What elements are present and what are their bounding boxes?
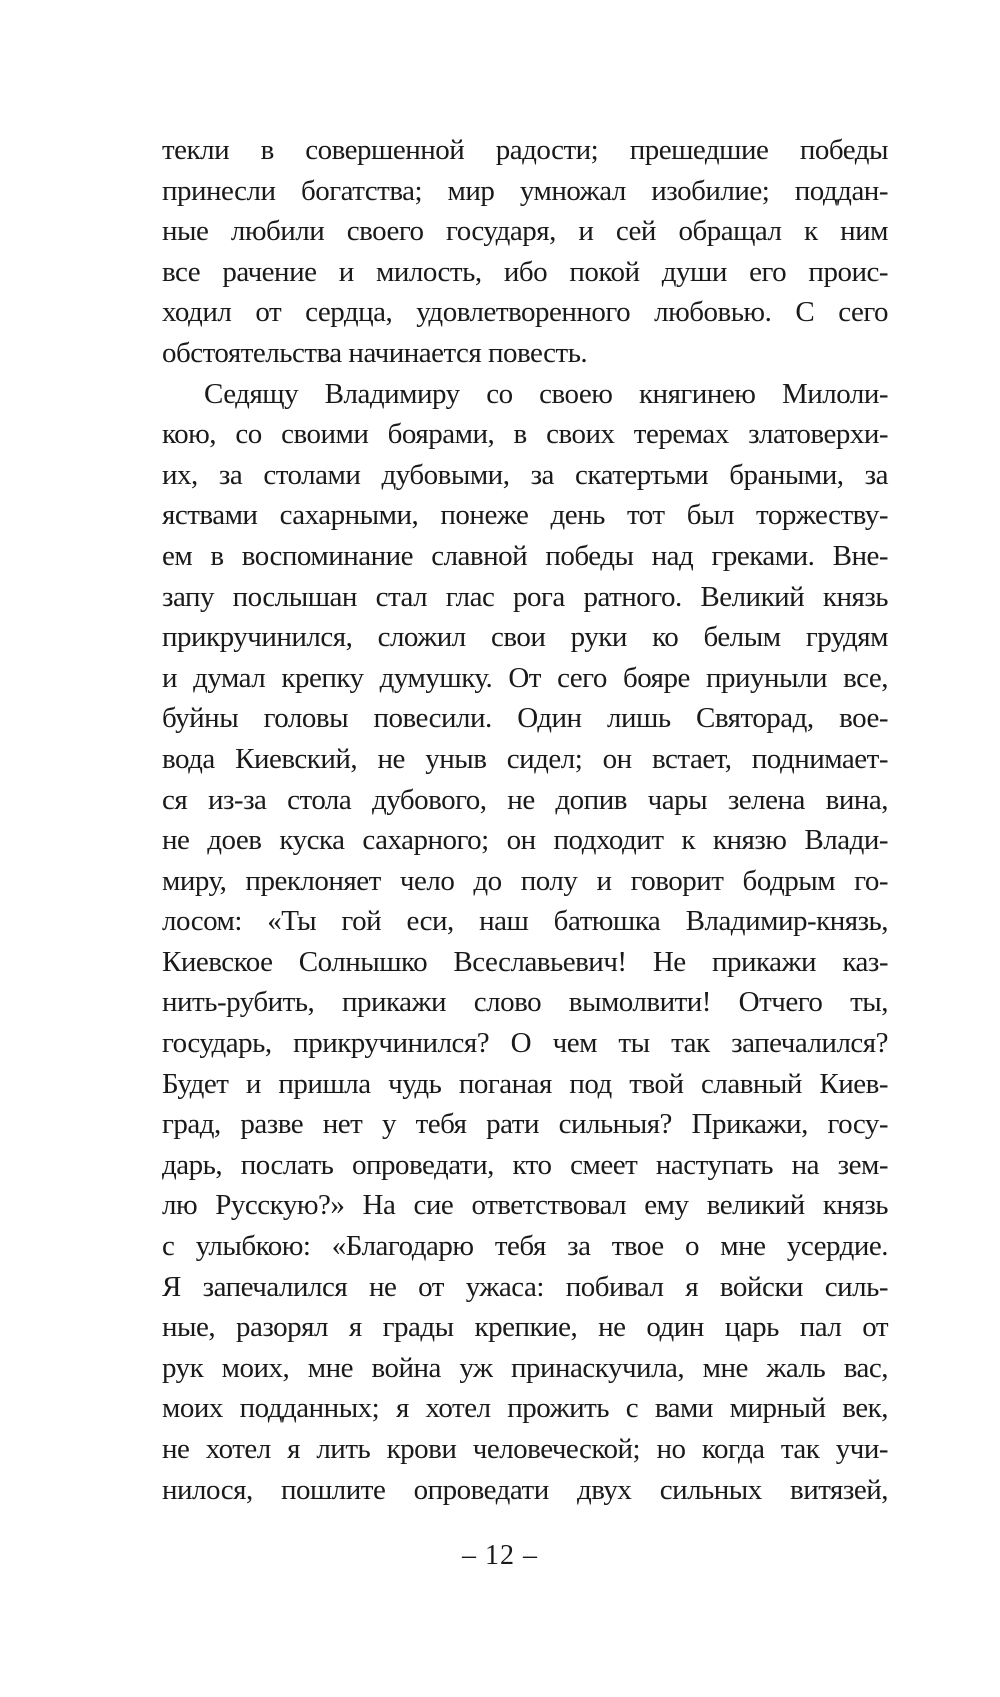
text-line: принесли богатства; мир умножал изобилие; поддан- <box>162 174 888 207</box>
text-line: яствами сахарными, понеже день тот был торжеству- <box>162 499 888 532</box>
text-line: текли в совершенной радости; прешедшие победы <box>162 134 888 166</box>
text-line: ся из-за стола дубового, не допив чары зелена вина, <box>162 783 888 816</box>
text-line: прикручинился, сложил свои руки ко белым грудям <box>162 621 888 654</box>
text-line: запу послышан стал глас рога ратного. Великий князь <box>162 580 888 613</box>
text-line: и думал крепку думушку. От сего бояре приуныли все, <box>162 661 888 694</box>
text-line: их, за столами дубовыми, за скатертьми браными, за <box>162 458 888 491</box>
text-line: рук моих, мне война уж принаскучила, мне жаль вас, <box>162 1351 888 1384</box>
text-line: Седящу Владимиру со своею княгинею Милоли- <box>204 377 888 410</box>
text-line: не хотел я лить крови человеческой; но когда так учи- <box>162 1433 888 1465</box>
text-line: ходил от сердца, удовлетворенного любовью. С сего <box>162 296 888 329</box>
text-line: нить-рубить, прикажи слово вымолвити! Отчего ты, <box>162 986 888 1019</box>
paragraph <box>162 374 888 1511</box>
text-line: лосом: «Ты гой еси, наш батюшка Владимир-князь, <box>162 905 888 938</box>
text-line: ем в воспоминание славной победы над греками. Вне- <box>162 539 888 572</box>
text-block <box>162 130 888 1510</box>
page-footer <box>0 1540 1000 1572</box>
text-line: Я запечалился не от ужаса: побивал я войски силь- <box>162 1270 888 1303</box>
text-line: миру, преклоняет чело до полу и говорит бодрым го- <box>162 864 888 897</box>
page-number-marker: – 12 – <box>462 1540 538 1571</box>
text-line: ные, разорял я грады крепкие, не один царь пал от <box>162 1311 888 1344</box>
text-line: лю Русскую?» На сие ответствовал ему великий князь <box>162 1189 888 1222</box>
text-line: нилося, пошлите опроведати двух сильных витязей, <box>162 1473 888 1506</box>
text-line: моих подданных; я хотел прожить с вами мирный век, <box>162 1392 888 1425</box>
text-line: буйны головы повесили. Один лишь Святорад, вое- <box>162 702 888 735</box>
text-line: ные любили своего государя, и сей обращал к ним <box>162 215 888 248</box>
text-line: дарь, послать опроведати, кто смеет наступать на зем- <box>162 1148 888 1181</box>
text-line: Будет и пришла чудь поганая под твой славный Киев- <box>162 1067 888 1100</box>
paragraph <box>162 130 888 374</box>
text-line: государь, прикручинился? О чем ты так запечалился? <box>162 1027 888 1060</box>
text-line: вода Киевский, не уныв сидел; он встает, поднимает- <box>162 742 888 775</box>
text-line: с улыбкою: «Благодарю тебя за твое о мне усердие. <box>162 1230 888 1263</box>
text-line: град, разве нет у тебя рати сильныя? Прикажи, госу- <box>162 1108 888 1141</box>
text-line: не доев куска сахарного; он подходит к князю Влади- <box>162 824 888 857</box>
text-line: кою, со своими боярами, в своих теремах златоверхи- <box>162 418 888 451</box>
text-line: обстоятельства начинается повесть. <box>162 336 588 369</box>
text-line: все рачение и милость, ибо покой души его проис- <box>162 255 888 288</box>
text-line: Киевское Солнышко Всеславьевич! Не прикажи каз- <box>162 945 888 978</box>
